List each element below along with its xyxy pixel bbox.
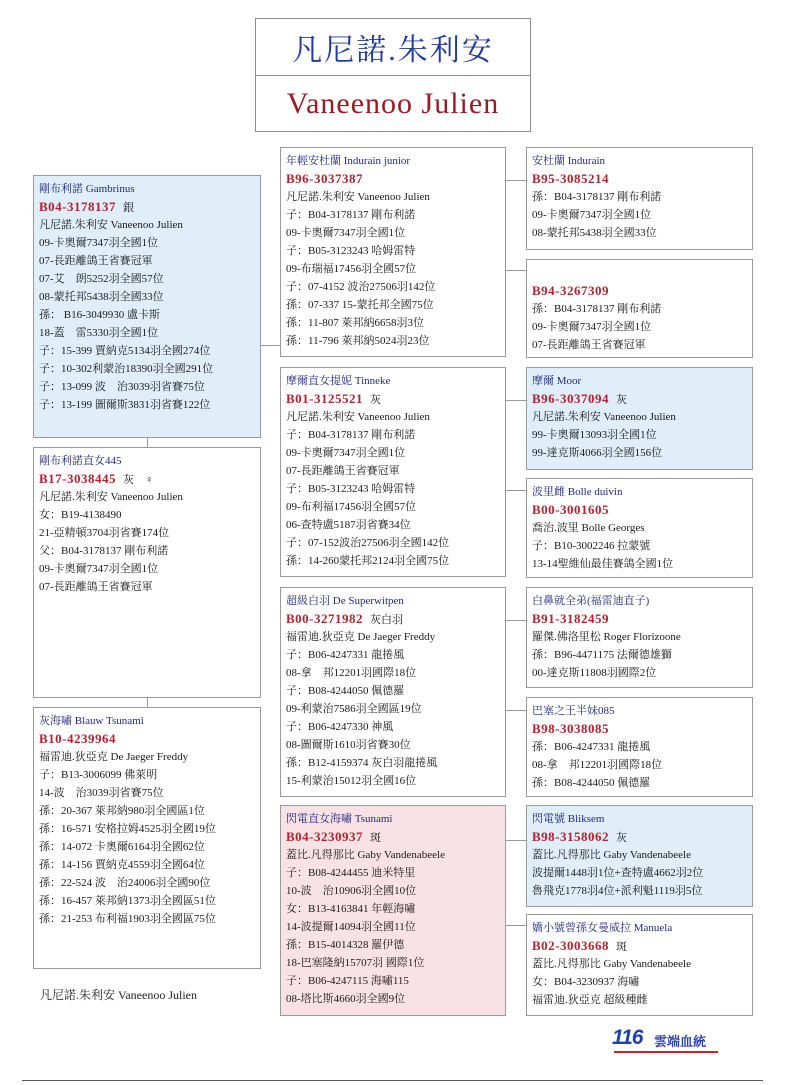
pedigree-card-sd-sire [526, 367, 753, 470]
pedigree-line: 06-查特盧5187羽省賽34位 [286, 519, 411, 531]
ring-number: B91-3182459 [532, 611, 609, 626]
bird-name: 白鼻就全弟(福雷迪直子) [532, 595, 650, 607]
pedigree-line: 08-圖爾斯1610羽省賽30位 [286, 739, 411, 751]
bird-name: 摩爾直女提妮 Tinneke [286, 375, 391, 387]
pedigree-line: 09-卡奧爾7347羽全國1位 [286, 447, 406, 459]
pedigree-lines [532, 300, 752, 354]
pedigree-line: 魯飛克1778羽4位+派利魁1119羽5位 [532, 885, 703, 897]
pedigree-line: 子：07-152波治27506羽全國142位 [286, 537, 450, 549]
bird-name: 剛布利諾 Gambrinus [39, 183, 135, 195]
pedigree-line: 孫：22-524 波 治24006羽全國90位 [39, 877, 211, 889]
logo-number: 116 [612, 1026, 643, 1049]
pedigree-line: 21-亞精頓3704羽省賽174位 [39, 527, 170, 539]
pedigree-line: 孫：B06-4247331 龍捲風 [532, 741, 651, 753]
connector-line [147, 438, 148, 447]
ring-note: 灰 [616, 394, 627, 406]
ring-row [286, 390, 505, 408]
pedigree-line: 08-蒙托邦5438羽全國33位 [532, 227, 657, 239]
ring-note: 灰 [370, 394, 381, 406]
ring-number: B17-3038445 [39, 471, 116, 486]
pedigree-line: 孫：B12-4159374 灰白羽龍捲風 [286, 757, 438, 769]
pedigree-card-sire-daughter [33, 447, 261, 698]
pedigree-lines [532, 519, 752, 573]
pedigree-line: 子：B05-3123243 哈姆雷特 [286, 245, 416, 257]
connector-line [506, 270, 526, 271]
pedigree-card-dd-dam [526, 914, 753, 1016]
pedigree-line: 孫： B16-3049930 盧卡斯 [39, 309, 160, 321]
ring-note: 斑 [370, 832, 381, 844]
pedigree-line: 子：B13-3006099 佛萊明 [39, 769, 158, 781]
pedigree-line: 福雷迪.狄亞克 De Jaeger Freddy [39, 751, 189, 763]
pedigree-card-dam [33, 707, 261, 969]
logo-text: 雲端血統 [654, 1034, 707, 1049]
pedigree-line: 00-達克斯11808羽國際2位 [532, 667, 657, 679]
pedigree-line: 09-布瑞福17456羽全國57位 [286, 263, 417, 275]
ring-row [532, 282, 752, 300]
ring-row [532, 170, 752, 188]
ring-number: B02-3003668 [532, 938, 609, 953]
pedigree-line: 09-利蒙治7586羽全國區19位 [286, 703, 422, 715]
ring-note: 灰 ♀ [123, 474, 154, 486]
pedigree-line: 蓋比.凡得那比 Gaby Vandenabeele [532, 849, 691, 861]
pedigree-lines [286, 846, 505, 1008]
bird-name: 閃電直女海嘯 Tsunami [286, 813, 393, 825]
pedigree-line: 蓋比.凡得那比 Gaby Vandenabeele [286, 849, 445, 861]
pedigree-lines [532, 955, 752, 1009]
ring-number: B94-3267309 [532, 283, 609, 298]
pedigree-line: 孫：B08-4244050 佩德羅 [532, 777, 651, 789]
pedigree-line: 女：B04-3230937 海嘯 [532, 976, 640, 988]
pedigree-line: 09-卡奧爾7347羽全國1位 [532, 209, 652, 221]
pedigree-lines [532, 188, 752, 242]
pedigree-lines [286, 408, 505, 570]
pedigree-lines [532, 738, 752, 792]
pedigree-line: 子：13-199 圖爾斯3831羽省賽122位 [39, 399, 211, 411]
pedigree-line: 凡尼諾.朱利安 Vaneenoo Julien [286, 191, 430, 203]
bird-name: 灰海嘯 Blauw Tsunami [39, 715, 144, 727]
bird-name: 巴塞之王半妹085 [532, 705, 615, 717]
ring-row [532, 720, 752, 738]
pedigree-card-dam-sire [280, 587, 506, 797]
pedigree-line: 14-波 治3039羽省賽75位 [39, 787, 164, 799]
pedigree-line: 14-波提爾14094羽全國11位 [286, 921, 416, 933]
pedigree-line: 子：B06-4247115 海嘯115 [286, 975, 409, 987]
pedigree-line: 孫：11-796 萊邦納5024羽23位 [286, 335, 430, 347]
ring-row [39, 470, 260, 488]
pedigree-line: 凡尼諾.朱利安 Vaneenoo Julien [39, 491, 183, 503]
pedigree-line: 子：13-099 波 治3039羽省賽75位 [39, 381, 205, 393]
pedigree-lines [286, 628, 505, 790]
pedigree-line: 子：B06-4247331 龍捲風 [286, 649, 405, 661]
ring-row [286, 170, 505, 188]
bird-name: 摩爾 Moor [532, 375, 582, 387]
pedigree-line: 波提爾1448羽1位+查特盧4662羽2位 [532, 867, 704, 879]
pedigree-line: 08-塔比斯4660羽全國9位 [286, 993, 406, 1005]
connector-line [506, 180, 526, 181]
ring-note: 銀 [123, 202, 134, 214]
pedigree-line: 09-卡奧爾7347羽全國1位 [39, 237, 159, 249]
ring-number: B00-3001605 [532, 502, 609, 517]
pedigree-card-ds-dam [526, 697, 753, 797]
pedigree-card-ss-sire [526, 147, 753, 250]
bird-name [532, 264, 752, 282]
pedigree-line: 孫：20-367 萊邦納980羽全國區1位 [39, 805, 205, 817]
ring-row [532, 501, 752, 519]
pedigree-line: 子：B08-4244050 佩德羅 [286, 685, 405, 697]
ring-number: B10-4239964 [39, 731, 116, 746]
pedigree-lines [39, 748, 260, 928]
pedigree-lines [532, 408, 752, 462]
pedigree-line: 父：B04-3178137 剛布利諾 [39, 545, 169, 557]
pedigree-line: 子：B08-4244455 迪米特里 [286, 867, 416, 879]
connector-line [261, 345, 280, 346]
pedigree-line: 子：07-4152 波治27506羽142位 [286, 281, 436, 293]
pedigree-card-dd-sire [526, 805, 753, 907]
pedigree-line: 孫：14-156 賈納克4559羽全國64位 [39, 859, 205, 871]
ring-number: B96-3037387 [286, 171, 363, 186]
pedigree-line: 子：B05-3123243 哈姆雷特 [286, 483, 416, 495]
pedigree-line: 孫：B15-4014328 羅伊德 [286, 939, 405, 951]
ring-row [532, 390, 752, 408]
connector-line [147, 698, 148, 707]
bird-name: 安杜蘭 Indurain [532, 155, 606, 167]
pedigree-card-ds-sire [526, 587, 753, 688]
ring-row [532, 828, 752, 846]
pedigree-line: 07-長距離鴿王省賽冠軍 [39, 255, 153, 267]
pedigree-line: 子：15-399 賈納克5134羽全國274位 [39, 345, 211, 357]
pedigree-line: 孫：16-457 萊邦納1373羽全國區51位 [39, 895, 216, 907]
pedigree-line: 99-卡奧爾13093羽全國1位 [532, 429, 657, 441]
bird-name: 年輕安杜蘭 Indurain junior [286, 155, 411, 167]
bird-name: 波里雌 Bolle duivin [532, 486, 623, 498]
pedigree-line: 15-利蒙治15012羽全國16位 [286, 775, 417, 787]
pedigree-card-ss-dam [526, 259, 753, 358]
pedigree-line: 子：B06-4247330 神風 [286, 721, 394, 733]
ring-row [39, 198, 260, 216]
bird-name: 嬌小號曾孫女曼威拉 Manuela [532, 922, 673, 934]
breeder-caption: 凡尼諾.朱利安 Vaneenoo Julien [40, 988, 197, 1002]
pedigree-line: 18-蓋 雷5330羽全國1位 [39, 327, 159, 339]
brand-logo [612, 1026, 722, 1056]
pedigree-lines [39, 488, 260, 596]
pedigree-line: 07-長距離鴿王省賽冠軍 [286, 465, 400, 477]
pedigree-line: 07-長距離鴿王省賽冠軍 [39, 581, 153, 593]
pedigree-line: 孫：B04-3178137 剛布利諾 [532, 191, 662, 203]
connector-line [506, 710, 526, 711]
pedigree-line: 09-卡奧爾7347羽全國1位 [39, 563, 159, 575]
ring-number: B98-3038085 [532, 721, 609, 736]
pedigree-line: 子：B04-3178137 剛布利諾 [286, 429, 416, 441]
pedigree-line: 孫：07-337 15-蒙托邦全國75位 [286, 299, 434, 311]
pedigree-line: 孫：B96-4471175 法爾德雄獅 [532, 649, 672, 661]
pedigree-card-sire-dam [280, 367, 506, 577]
connector-line [506, 490, 526, 491]
pedigree-line: 09-卡奧爾7347羽全國1位 [286, 227, 406, 239]
title-chinese: 凡尼諾.朱利安 [256, 19, 530, 76]
pedigree-line: 09-卡奧爾7347羽全國1位 [532, 321, 652, 333]
pedigree-card-dam-dam [280, 805, 506, 1016]
pedigree-lines [532, 846, 752, 900]
pedigree-line: 07-長距離鴿王省賽冠軍 [532, 339, 646, 351]
ring-row [532, 937, 752, 955]
ring-row [39, 730, 260, 748]
pedigree-line: 子：B10-3002246 拉蒙號 [532, 540, 651, 552]
pedigree-line: 孫：B04-3178137 剛布利諾 [532, 303, 662, 315]
pedigree-title-box [255, 18, 531, 132]
connector-line [506, 400, 526, 401]
pedigree-line: 女：B19-4138490 [39, 509, 122, 521]
pedigree-line: 08-拿 邦12201羽國際18位 [532, 759, 663, 771]
ring-number: B96-3037094 [532, 391, 609, 406]
pedigree-line: 蓋比.凡得那比 Gaby Vandenabeele [532, 958, 691, 970]
ring-row [532, 610, 752, 628]
ring-note: 灰白羽 [370, 614, 403, 626]
pedigree-lines [39, 216, 260, 414]
pedigree-line: 凡尼諾.朱利安 Vaneenoo Julien [532, 411, 676, 423]
pedigree-lines [532, 628, 752, 682]
connector-line [506, 840, 526, 841]
ring-number: B98-3158062 [532, 829, 609, 844]
pedigree-card-sire-sire [280, 147, 506, 357]
ring-note: 灰 [616, 832, 627, 844]
pedigree-line: 99-達克斯4066羽全國156位 [532, 447, 663, 459]
pedigree-line: 福雷迪.狄亞克 De Jaeger Freddy [286, 631, 436, 643]
pedigree-line: 子：B04-3178137 剛布利諾 [286, 209, 416, 221]
pedigree-line: 08-蒙托邦5438羽全國33位 [39, 291, 164, 303]
pedigree-line: 孫：14-072 卡奧爾6164羽全國62位 [39, 841, 205, 853]
ring-number: B04-3230937 [286, 829, 363, 844]
connector-line [506, 925, 526, 926]
pedigree-line: 18-巴塞隆納15707羽 國際1位 [286, 957, 425, 969]
pedigree-line: 孫：11-807 萊邦納6658羽3位 [286, 317, 425, 329]
pedigree-line: 07-艾 朗5252羽全國57位 [39, 273, 164, 285]
bird-name: 剛布利諾直女445 [39, 455, 122, 467]
pedigree-line: 凡尼諾.朱利安 Vaneenoo Julien [39, 219, 183, 231]
pedigree-line: 喬治.波里 Bolle Georges [532, 522, 645, 534]
pedigree-line: 子：10-302利蒙治18390羽全國291位 [39, 363, 214, 375]
pedigree-line: 凡尼諾.朱利安 Vaneenoo Julien [286, 411, 430, 423]
logo-underline [614, 1051, 718, 1053]
pedigree-line: 羅傑.佛洛里松 Roger Florizoone [532, 631, 681, 643]
pedigree-line: 08-拿 邦12201羽國際18位 [286, 667, 417, 679]
pedigree-line: 13-14聖維仙最佳賽鴿全國1位 [532, 558, 674, 570]
pedigree-line: 10-波 治10906羽全國10位 [286, 885, 417, 897]
bird-name: 超級白羽 De Superwitpen [286, 595, 404, 607]
pedigree-line: 福雷迪.狄亞克 超級種雌 [532, 994, 648, 1006]
ring-row [286, 610, 505, 628]
pedigree-line: 孫：14-260蒙托邦2124羽全國75位 [286, 555, 450, 567]
ring-row [286, 828, 505, 846]
ring-note: 斑 [616, 941, 627, 953]
pedigree-line: 女：B13-4163841 年輕海嘯 [286, 903, 416, 915]
pedigree-line: 09-布利福17456羽全國57位 [286, 501, 417, 513]
ring-number: B00-3271982 [286, 611, 363, 626]
bottom-divider [22, 1080, 763, 1081]
ring-number: B01-3125521 [286, 391, 363, 406]
pedigree-lines [286, 188, 505, 350]
ring-number: B95-3085214 [532, 171, 609, 186]
connector-line [506, 620, 526, 621]
pedigree-card-sire [33, 175, 261, 438]
title-english: Vaneenoo Julien [286, 87, 500, 120]
ring-number: B04-3178137 [39, 199, 116, 214]
pedigree-line: 孫：16-571 安格拉姆4525羽全國19位 [39, 823, 216, 835]
pedigree-line: 孫：21-253 布利福1903羽全國區75位 [39, 913, 216, 925]
pedigree-card-sd-dam [526, 478, 753, 578]
bird-name: 閃電號 Bliksem [532, 813, 605, 825]
